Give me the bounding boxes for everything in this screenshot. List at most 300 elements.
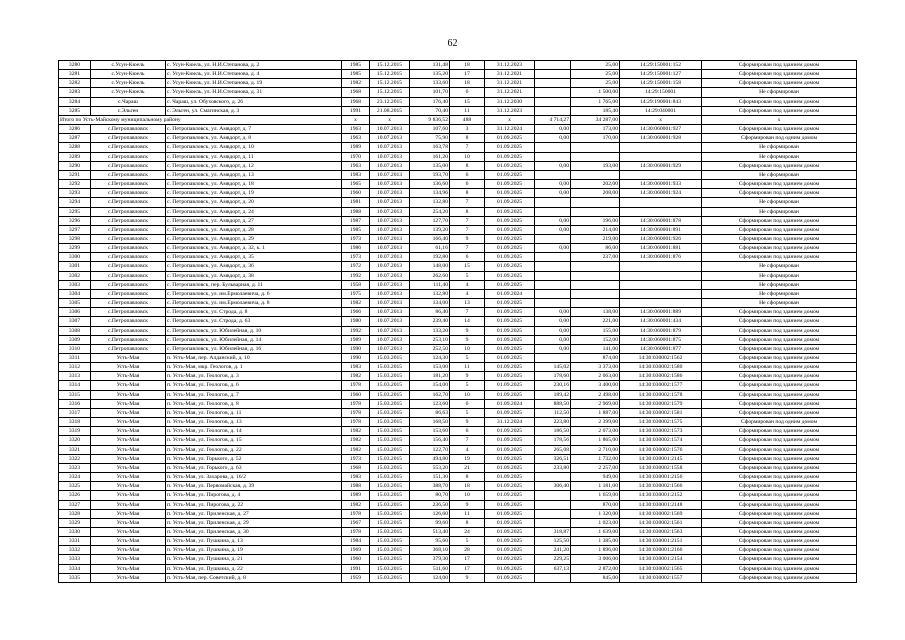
cell-area: 236,50 xyxy=(410,500,450,509)
cell-settlement: Усть-Мая xyxy=(91,363,166,372)
cell-residents: 18 xyxy=(450,482,485,491)
cell-cost-a: 186,50 xyxy=(535,427,571,436)
cell-address: с. Усун-Кюель, ул. Н.И.Степанова, д. 19 xyxy=(166,79,342,88)
cell-cost-a xyxy=(535,88,571,97)
cell-row-number: 3318 xyxy=(59,418,91,427)
cell-settlement: с.Петропавловск xyxy=(91,161,166,170)
cell-cost-a: 145,02 xyxy=(535,363,571,372)
cell-settlement: Усть-Мая xyxy=(91,354,166,363)
table-row xyxy=(59,354,857,363)
cell-cost-b: 2 498,00 xyxy=(571,390,620,399)
cell-planned-date: 31.12.2023 xyxy=(485,61,535,70)
cell-build-year: 1987 xyxy=(342,216,370,225)
cell-land-status: Сформирован под зданием домом xyxy=(702,253,857,262)
cell-land-status: Сформирован под зданием домом xyxy=(702,390,857,399)
cell-build-year: 1960 xyxy=(342,189,370,198)
table-row xyxy=(59,244,857,253)
cell-land-status: Сформирован под зданием домом xyxy=(702,399,857,408)
cell-area: 153,60 xyxy=(410,427,450,436)
cell-build-year: 1982 xyxy=(342,79,370,88)
cell-land-status: Не сформирован xyxy=(702,299,857,308)
cell-cost-a: 0,00 xyxy=(535,189,571,198)
cell-address: с. Петропавловск, ул. Амвдорт, д. 27 xyxy=(166,216,342,225)
cell-land-status: Сформирован под зданием домом xyxy=(702,79,857,88)
cell-residents: 18 xyxy=(450,79,485,88)
cell-build-year: 1960 xyxy=(342,390,370,399)
total-cost-a: 4 714,27 xyxy=(535,115,571,124)
cell-build-year: 1982 xyxy=(342,445,370,454)
cell-build-year: 1991 xyxy=(342,106,370,115)
cell-row-number: 3293 xyxy=(59,189,91,198)
cell-area: 166,40 xyxy=(410,234,450,243)
cell-cost-a: 125,50 xyxy=(535,537,571,546)
cell-cost-a: 637,13 xyxy=(535,564,571,573)
cell-residents: 10 xyxy=(450,152,485,161)
table-row xyxy=(59,180,857,189)
cell-cadastral-number: 14:30:030001:2152 xyxy=(620,491,702,500)
cell-area: 132,80 xyxy=(410,198,450,207)
cell-settlement: с.Петропавловск xyxy=(91,180,166,189)
cell-residents: 8 xyxy=(450,518,485,527)
table-row xyxy=(59,234,857,243)
cell-inclusion-date: 15.03.2015 xyxy=(370,363,410,372)
cell-area: 193,70 xyxy=(410,170,450,179)
cell-cadastral-number: 14:30:030002:1575 xyxy=(620,418,702,427)
table-row xyxy=(59,427,857,436)
cell-inclusion-date: 15.12.2015 xyxy=(370,70,410,79)
cell-cost-a: 0,00 xyxy=(535,125,571,134)
cell-row-number: 3281 xyxy=(59,70,91,79)
cell-build-year: 1978 xyxy=(342,418,370,427)
cell-land-status: Сформирован под зданием домом xyxy=(702,225,857,234)
cell-cost-a: 0,00 xyxy=(535,225,571,234)
total-label: Итого по Усть-Майскому муниципальному району xyxy=(59,115,342,124)
cell-planned-date: 31.12.2024 xyxy=(485,418,535,427)
cell-inclusion-date: 10.07.2013 xyxy=(370,216,410,225)
cell-build-year: 1978 xyxy=(342,408,370,417)
cell-planned-date: 31.12.2024 xyxy=(485,125,535,134)
cell-residents: 4 xyxy=(450,445,485,454)
cell-planned-date: 01.09.2024 xyxy=(485,399,535,408)
cell-address: п. Усть-Мая, ул. Пушкина, д. 13 xyxy=(166,537,342,546)
cell-planned-date: 01.09.2025 xyxy=(485,518,535,527)
table-row xyxy=(59,546,857,555)
cell-area: 148,00 xyxy=(410,262,450,271)
cell-build-year: 1982 xyxy=(342,500,370,509)
cell-residents: 19 xyxy=(450,454,485,463)
cell-build-year: 1982 xyxy=(342,372,370,381)
cell-cadastral-number: 14:30:030002:1562 xyxy=(620,354,702,363)
cell-row-number: 3332 xyxy=(59,546,91,555)
cell-inclusion-date: 10.07.2013 xyxy=(370,170,410,179)
cell-row-number: 3334 xyxy=(59,564,91,573)
cell-cost-b: 1 896,00 xyxy=(571,546,620,555)
cell-inclusion-date: 15.03.2015 xyxy=(370,372,410,381)
cell-residents: 13 xyxy=(450,299,485,308)
total-residents: 488 xyxy=(450,115,485,124)
cell-planned-date: 01.09.2025 xyxy=(485,225,535,234)
cell-land-status: Сформирован под зданием домом xyxy=(702,317,857,326)
cell-cost-b: 1 659,00 xyxy=(571,491,620,500)
cell-area: 123,60 xyxy=(410,399,450,408)
cell-area: 136,60 xyxy=(410,180,450,189)
cell-build-year: 1968 xyxy=(342,97,370,106)
cell-row-number: 3290 xyxy=(59,161,91,170)
cell-row-number: 3284 xyxy=(59,97,91,106)
cell-row-number: 3322 xyxy=(59,454,91,463)
table-row xyxy=(59,225,857,234)
cell-residents: 7 xyxy=(450,198,485,207)
cell-area: 80,70 xyxy=(410,491,450,500)
cell-cost-a: 233,80 xyxy=(535,463,571,472)
cell-row-number: 3310 xyxy=(59,344,91,353)
cell-settlement: Усть-Мая xyxy=(91,436,166,445)
cell-build-year: 1970 xyxy=(342,152,370,161)
cell-residents: 9 xyxy=(450,372,485,381)
cell-inclusion-date: 10.07.2013 xyxy=(370,234,410,243)
cell-area: 61,16 xyxy=(410,244,450,253)
cell-planned-date: 01.09.2025 xyxy=(485,491,535,500)
cell-planned-date: 31.12.2030 xyxy=(485,97,535,106)
cell-inclusion-date: 10.07.2013 xyxy=(370,180,410,189)
cell-address: п. Усть-Мая, ул. Геологов, д. 11 xyxy=(166,408,342,417)
table-row xyxy=(59,372,857,381)
cell-address: п. Усть-Мая, ул. Геологов, д. 14 xyxy=(166,427,342,436)
cell-cost-a xyxy=(535,198,571,207)
cell-cost-a xyxy=(535,79,571,88)
cell-inclusion-date: 15.03.2015 xyxy=(370,555,410,564)
table-row xyxy=(59,482,857,491)
cell-inclusion-date: 15.03.2015 xyxy=(370,436,410,445)
cell-planned-date: 01.09.2025 xyxy=(485,390,535,399)
cell-cadastral-number xyxy=(620,299,702,308)
cell-cadastral-number xyxy=(620,152,702,161)
cell-planned-date: 01.09.2025 xyxy=(485,500,535,509)
cell-inclusion-date: 15.03.2015 xyxy=(370,418,410,427)
cell-settlement: с.Петропавловск xyxy=(91,189,166,198)
cell-cadastral-number: 14:30:060001:926 xyxy=(620,234,702,243)
cell-planned-date: 01.09.2025 xyxy=(485,573,535,582)
cell-cadastral-number: 14:30:060001:889 xyxy=(620,308,702,317)
cell-cost-b xyxy=(571,280,620,289)
cell-address: п. Усть-Мая, ул. Приленская, д. 29 xyxy=(166,518,342,527)
cell-residents: 17 xyxy=(450,70,485,79)
cell-cost-b: 141,00 xyxy=(571,344,620,353)
cell-row-number: 3299 xyxy=(59,244,91,253)
table-row xyxy=(59,61,857,70)
cell-build-year: 1978 xyxy=(342,527,370,536)
cell-build-year: 1989 xyxy=(342,335,370,344)
cell-address: п. Усть-Мая, ул. Пирогова, д. 4 xyxy=(166,491,342,500)
cell-cost-a: 0,00 xyxy=(535,326,571,335)
cell-cost-b: 219,00 xyxy=(571,234,620,243)
cell-row-number: 3294 xyxy=(59,198,91,207)
table-row xyxy=(59,280,857,289)
cell-planned-date: 01.09.2025 xyxy=(485,546,535,555)
table-row xyxy=(59,189,857,198)
cell-settlement: Усть-Мая xyxy=(91,518,166,527)
cell-cadastral-number: 14:30:060001:879 xyxy=(620,326,702,335)
cell-inclusion-date: 15.03.2015 xyxy=(370,518,410,527)
cell-cadastral-number: 14:30:030002:1580 xyxy=(620,363,702,372)
cell-cost-b xyxy=(571,198,620,207)
cell-settlement: Усть-Мая xyxy=(91,427,166,436)
cell-planned-date: 01.09.2025 xyxy=(485,344,535,353)
cell-inclusion-date: 15.03.2015 xyxy=(370,527,410,536)
cell-planned-date: 01.09.2025 xyxy=(485,564,535,573)
cell-inclusion-date: 10.07.2013 xyxy=(370,152,410,161)
cell-cost-a xyxy=(535,97,571,106)
cell-residents: 28 xyxy=(450,546,485,555)
cell-land-status: Сформирован под зданием домом xyxy=(702,381,857,390)
cell-cost-a: 326,51 xyxy=(535,454,571,463)
cell-cost-a: 0,00 xyxy=(535,335,571,344)
cell-residents: 10 xyxy=(450,344,485,353)
cell-address: с. Петропавловск, ул. Амвдорт, д. 13 xyxy=(166,170,342,179)
cell-inclusion-date: 15.03.2015 xyxy=(370,500,410,509)
cell-cost-a xyxy=(535,354,571,363)
cell-land-status: Сформирован под зданием домом xyxy=(702,564,857,573)
cell-planned-date: 01.09.2024 xyxy=(485,289,535,298)
cell-cost-a: 306,40 xyxy=(535,482,571,491)
cell-planned-date: 01.09.2025 xyxy=(485,372,535,381)
cell-cost-b: 949,00 xyxy=(571,473,620,482)
cell-residents: 11 xyxy=(450,363,485,372)
cell-cost-a: 0,00 xyxy=(535,216,571,225)
cell-address: с. Петропавловск, ул. им.Ермолаевича, д. 6 xyxy=(166,289,342,298)
cell-cost-a xyxy=(535,143,571,152)
cell-cadastral-number xyxy=(620,280,702,289)
table-row xyxy=(59,555,857,564)
cell-row-number: 3315 xyxy=(59,390,91,399)
cell-settlement: Усть-Мая xyxy=(91,473,166,482)
cell-land-status: Сформирован под зданием домом xyxy=(702,234,857,243)
cell-land-status: Сформирован под зданием домом xyxy=(702,335,857,344)
cell-address: с. Петропавловск, ул. Амвдорт, д. 35 xyxy=(166,253,342,262)
cell-inclusion-date: 23.12.2015 xyxy=(370,97,410,106)
cell-cost-b: 193,00 xyxy=(571,161,620,170)
cell-address: п. Усть-Мая, ул. Геологов, д. 7 xyxy=(166,390,342,399)
cell-area: 134,00 xyxy=(410,299,450,308)
cell-planned-date: 01.09.2025 xyxy=(485,161,535,170)
table-row xyxy=(59,491,857,500)
cell-settlement: с.Петропавловск xyxy=(91,225,166,234)
cell-settlement: Усть-Мая xyxy=(91,463,166,472)
cell-residents: 7 xyxy=(450,216,485,225)
cell-area: 131,48 xyxy=(410,61,450,70)
table-row xyxy=(59,152,857,161)
cell-build-year: 1982 xyxy=(342,436,370,445)
cell-area: 95,60 xyxy=(410,537,450,546)
cell-settlement: с.Петропавловск xyxy=(91,317,166,326)
table-row xyxy=(59,143,857,152)
cell-row-number: 3335 xyxy=(59,573,91,582)
cell-cadastral-number: 14:30:030002:1566 xyxy=(620,482,702,491)
cell-residents: 5 xyxy=(450,408,485,417)
cell-area: 133,60 xyxy=(410,79,450,88)
cell-residents: 8 xyxy=(450,134,485,143)
cell-land-status: Сформирован под зданием домом xyxy=(702,408,857,417)
cell-row-number: 3282 xyxy=(59,79,91,88)
cell-cadastral-number: 14:30:030001:2154 xyxy=(620,555,702,564)
cell-cadastral-number: 14:30:030002:1579 xyxy=(620,399,702,408)
cell-area: 126,60 xyxy=(410,509,450,518)
cell-area: 379,30 xyxy=(410,555,450,564)
table-row xyxy=(59,271,857,280)
cell-build-year: 1983 xyxy=(342,363,370,372)
cell-address: с. Петропавловск, ул. Амвдорт, д. 20 xyxy=(166,198,342,207)
cell-area: 511,60 xyxy=(410,564,450,573)
cell-inclusion-date: 10.07.2013 xyxy=(370,125,410,134)
cell-settlement: с.Усун-Кюель xyxy=(91,88,166,97)
cell-planned-date: 01.09.2025 xyxy=(485,537,535,546)
cell-area: 151,30 xyxy=(410,473,450,482)
cell-planned-date: 01.09.2025 xyxy=(485,436,535,445)
cell-cadastral-number: 14:30:030001:2148 xyxy=(620,500,702,509)
cell-cadastral-number: 14:30:030002:1573 xyxy=(620,427,702,436)
cell-address: с. Петропавловск, ул. Амвдорт, д. 7 xyxy=(166,125,342,134)
cell-land-status: Не сформирован xyxy=(702,280,857,289)
cell-cost-b: 1 385,00 xyxy=(571,537,620,546)
cell-planned-date: 01.09.2025 xyxy=(485,335,535,344)
cell-cost-b: 214,00 xyxy=(571,225,620,234)
cell-address: с. Эльген, ул. Смагинская, д. 3 xyxy=(166,106,342,115)
cell-row-number: 3317 xyxy=(59,408,91,417)
table-row xyxy=(59,262,857,271)
cell-planned-date: 01.09.2025 xyxy=(485,354,535,363)
cell-area: 134,96 xyxy=(410,189,450,198)
cell-area: 168,50 xyxy=(410,418,450,427)
cell-residents: 6 xyxy=(450,170,485,179)
cell-cost-b: 221,00 xyxy=(571,317,620,326)
cell-address: п. Усть-Мая, ул. Приленская, д. 27 xyxy=(166,509,342,518)
cell-cost-a: 265,08 xyxy=(535,445,571,454)
cell-inclusion-date: 10.07.2013 xyxy=(370,225,410,234)
cell-settlement: с.Петропавловск xyxy=(91,262,166,271)
cell-inclusion-date: 15.12.2015 xyxy=(370,88,410,97)
table-row xyxy=(59,463,857,472)
cell-residents: 9 xyxy=(450,335,485,344)
cell-area: 111,40 xyxy=(410,280,450,289)
cell-inclusion-date: 15.03.2015 xyxy=(370,390,410,399)
cell-cost-a: 189,42 xyxy=(535,390,571,399)
cell-row-number: 3309 xyxy=(59,335,91,344)
cell-inclusion-date: 15.03.2015 xyxy=(370,454,410,463)
cell-row-number: 3333 xyxy=(59,555,91,564)
cell-settlement: Усть-Мая xyxy=(91,509,166,518)
cell-row-number: 3306 xyxy=(59,308,91,317)
cell-cadastral-number: 14:30:030002:1558 xyxy=(620,463,702,472)
cell-planned-date: 01.09.2025 xyxy=(485,326,535,335)
cell-cadastral-number: 14:30:060001:878 xyxy=(620,216,702,225)
cell-area: 553,20 xyxy=(410,463,450,472)
table-row xyxy=(59,381,857,390)
cell-cadastral-number: 14:29:150001:152 xyxy=(620,61,702,70)
cell-inclusion-date: 15.03.2015 xyxy=(370,482,410,491)
cell-row-number: 3296 xyxy=(59,216,91,225)
cell-build-year: 1992 xyxy=(342,271,370,280)
cell-address: с. Усун-Кюель, ул. Н.И.Степанова, д. 4 xyxy=(166,70,342,79)
cell-build-year: 1990 xyxy=(342,344,370,353)
cell-settlement: с.Эльген xyxy=(91,106,166,115)
cell-inclusion-date: 10.07.2013 xyxy=(370,289,410,298)
cell-cost-a: 0,00 xyxy=(535,161,571,170)
cell-residents: 8 xyxy=(450,207,485,216)
cell-row-number: 3331 xyxy=(59,537,91,546)
cell-area: 254,20 xyxy=(410,207,450,216)
table-row xyxy=(59,454,857,463)
cell-settlement: с.Петропавловск xyxy=(91,326,166,335)
housing-register-table xyxy=(58,60,857,583)
cell-residents: 4 xyxy=(450,289,485,298)
table-row xyxy=(59,335,857,344)
table-row xyxy=(59,125,857,134)
cell-settlement: Усть-Мая xyxy=(91,555,166,564)
cell-area: 124,30 xyxy=(410,354,450,363)
cell-inclusion-date: 15.03.2015 xyxy=(370,491,410,500)
cell-settlement: Усть-Мая xyxy=(91,445,166,454)
cell-cadastral-number: 14:30:030001:2151 xyxy=(620,537,702,546)
cell-residents: 9 xyxy=(450,500,485,509)
cell-build-year: 1968 xyxy=(342,463,370,472)
cell-residents: 15 xyxy=(450,262,485,271)
cell-settlement: с.Петропавловск xyxy=(91,143,166,152)
cell-cost-b: 237,00 xyxy=(571,253,620,262)
table-row xyxy=(59,115,857,124)
cell-land-status: Не сформирован xyxy=(702,143,857,152)
cell-land-status: Сформирован под зданием домом xyxy=(702,125,857,134)
cell-cost-b: 170,00 xyxy=(571,134,620,143)
table-row xyxy=(59,473,857,482)
cell-inclusion-date: 10.07.2013 xyxy=(370,271,410,280)
cell-planned-date: 01.09.2025 xyxy=(485,509,535,518)
cell-residents: 4 xyxy=(450,280,485,289)
table-row xyxy=(59,161,857,170)
cell-planned-date: 01.09.2025 xyxy=(485,207,535,216)
cell-cost-b: 2 969,00 xyxy=(571,399,620,408)
cell-cost-b xyxy=(571,207,620,216)
cell-row-number: 3301 xyxy=(59,262,91,271)
cell-build-year: 1990 xyxy=(342,354,370,363)
cell-settlement: с.Усун-Кюель xyxy=(91,79,166,88)
cell-address: с. Петропавловск, ул. Юбилейная, д. 16 xyxy=(166,344,342,353)
cell-land-status: Не сформирован xyxy=(702,262,857,271)
cell-address: с. Усун-Кюель, ул. Н.И.Степанова, д. 2 xyxy=(166,61,342,70)
cell-address: с. Петропавловск, ул. Амвдорт, д. 10 xyxy=(166,143,342,152)
cell-settlement: Усть-Мая xyxy=(91,537,166,546)
cell-cost-b: 25,00 xyxy=(571,61,620,70)
table-row xyxy=(59,564,857,573)
cell-planned-date: 01.09.2025 xyxy=(485,445,535,454)
cell-planned-date: 01.09.2025 xyxy=(485,482,535,491)
cell-cost-a: 178,60 xyxy=(535,372,571,381)
cell-residents: 5 xyxy=(450,354,485,363)
table-row xyxy=(59,326,857,335)
cell-cadastral-number: 14:30:030001:2145 xyxy=(620,454,702,463)
cell-planned-date: 01.09.2025 xyxy=(485,454,535,463)
cell-area: 156,40 xyxy=(410,436,450,445)
page-number: 62 xyxy=(447,38,458,49)
cell-cost-a xyxy=(535,106,571,115)
cell-build-year: 1992 xyxy=(342,326,370,335)
cell-settlement: Усть-Мая xyxy=(91,527,166,536)
cell-land-status: Сформирован под зданием домом xyxy=(702,491,857,500)
cell-residents: 14 xyxy=(450,317,485,326)
cell-land-status: Не сформирован xyxy=(702,152,857,161)
cell-address: с. Усун-Кюель, ул. Н.И.Степанова, д. 31 xyxy=(166,88,342,97)
cell-land-status: Сформирован под зданием домом xyxy=(702,216,857,225)
cell-area: 239,40 xyxy=(410,317,450,326)
